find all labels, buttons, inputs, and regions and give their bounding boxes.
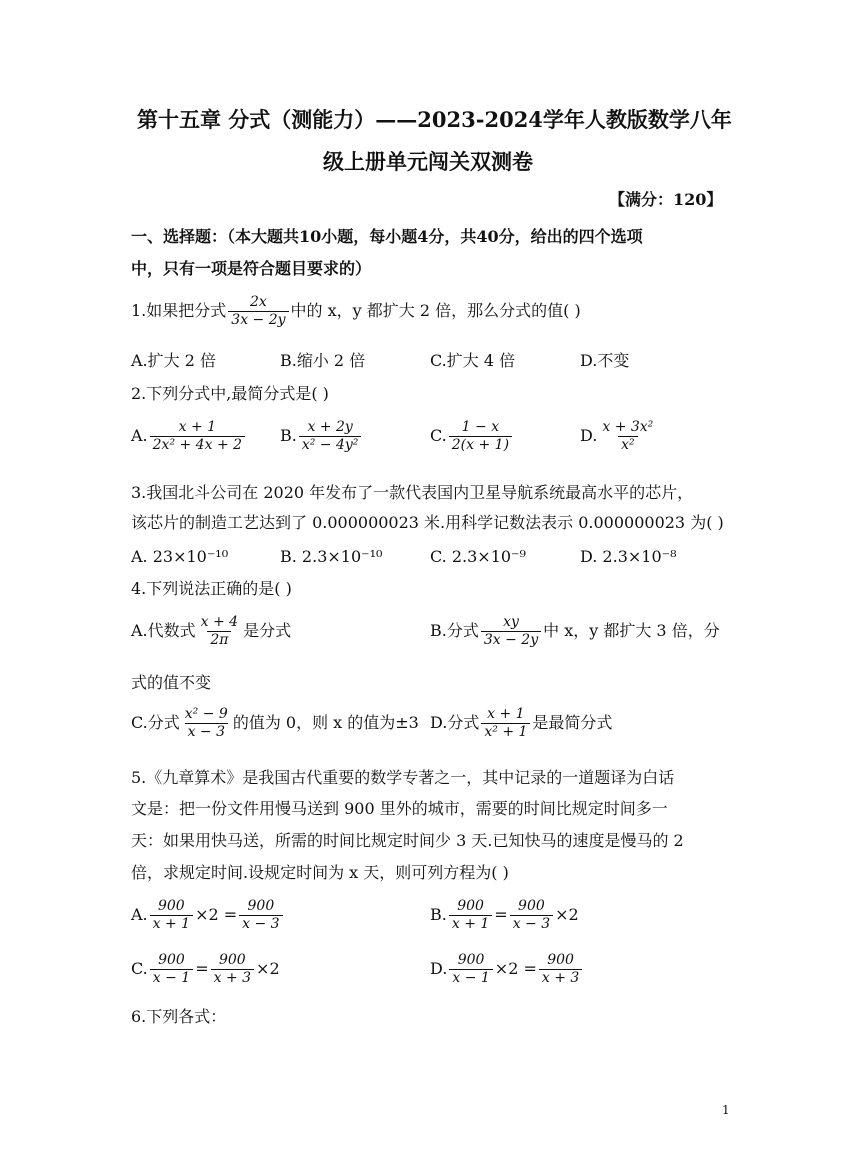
- section-heading: 一、选择题：（本大题共10小题，每小题4分，共40分，给出的四个选项: [131, 227, 643, 246]
- q4-option-d: D.分式 $\frac{x + 1}{\text{x² + 1}}$ 是最简分式: [430, 706, 613, 740]
- q2-option-b: B. $\frac{x + 2y}{\text{x² − 4y²}}$: [280, 419, 363, 454]
- q4-option-b-cont: 式的值不变: [131, 673, 212, 692]
- q4-option-c: C.分式 $\frac{\text{x² − 9}}{x - 3}$ 的值为 0，则 x 的值为±3: [131, 706, 419, 740]
- question-3-line2: 该芯片的制造工艺达到了 0.000000023 米.用科学记数法表示 0.000000023 为( ): [131, 513, 724, 532]
- fraction: $\frac{x + 1}{\text{2x² + 4x + 2}}$: [150, 419, 245, 454]
- q3-option-a: A. 23×10⁻¹⁰: [131, 547, 229, 566]
- question-5-line3: 天：如果用快马送，所需的时间比规定时间少 3 天.已知快马的速度是慢马的 2: [131, 831, 684, 850]
- fraction: $\frac{2x}{3x - 2y}$: [228, 294, 288, 329]
- fraction: $\frac{\text{x² − 9}}{x - 3}$: [184, 706, 228, 740]
- q3-option-d: D. 2.3×10⁻⁸: [580, 547, 677, 566]
- question-5-line4: 倍，求规定时间.设规定时间为 x 天，则可列方程为( ): [131, 863, 509, 882]
- section-heading-cont: 中，只有一项是符合题目要求的）: [131, 259, 372, 278]
- q5-option-b: B. $\frac{900}{x + 1}$ = $\frac{900}{x - 3}$ ×2: [430, 898, 579, 932]
- document-title-line1: 第十五章 分式（测能力）——2023-2024学年人教版数学八年: [137, 107, 732, 132]
- q5-option-a: A. $\frac{900}{x + 1}$ ×2 = $\frac{900}{x - 3}$: [131, 898, 285, 933]
- fraction: $\frac{900}{x + 1}$: [150, 898, 193, 933]
- q1-option-b: B.缩小 2 倍: [280, 351, 366, 370]
- q3-option-b: B. 2.3×10⁻¹⁰: [280, 547, 383, 566]
- fraction: $\frac{1 - x}{2(x + 1)}$: [449, 419, 512, 454]
- document-title-line2: 级上册单元闯关双测卷: [323, 149, 533, 174]
- question-2-stem: 2.下列分式中,最简分式是( ): [131, 384, 329, 403]
- fraction: $\frac{900}{x - 1}$: [449, 952, 492, 987]
- q2-option-d: D. $\frac{\text{x + 3x²}}{\text{x²}}$: [580, 419, 658, 454]
- q3-option-c: C. 2.3×10⁻⁹: [430, 547, 526, 566]
- question-5-line2: 文是：把一份文件用慢马送到 900 里外的城市，需要的时间比规定时间多一: [131, 799, 668, 818]
- fraction: $\frac{900}{x - 1}$: [150, 952, 193, 987]
- q5-option-c: C. $\frac{900}{x - 1}$ = $\frac{900}{x + 3}$ ×2: [131, 952, 280, 986]
- question-3-line1: 3.我国北斗公司在 2020 年发布了一款代表国内卫星导航系统最高水平的芯片，: [131, 483, 694, 502]
- q1-option-d: D.不变: [580, 351, 630, 370]
- question-6-stem: 6.下列各式：: [131, 1007, 227, 1026]
- fraction: $\frac{xy}{3x - 2y}$: [481, 614, 541, 649]
- fraction: $\frac{x + 1}{\text{x² + 1}}$: [481, 706, 530, 741]
- fraction: $\frac{\text{x + 3x²}}{\text{x²}}$: [602, 419, 654, 453]
- q1-option-a: A.扩大 2 倍: [131, 351, 216, 370]
- fraction: $\frac{900}{x - 3}$: [510, 898, 553, 933]
- question-4-stem: 4.下列说法正确的是( ): [131, 579, 292, 598]
- full-score: 【满分：120】: [609, 190, 723, 209]
- question-1-stem: 1.如果把分式 $\frac{2x}{3x - 2y}$ 中的 x，y 都扩大 2 倍，那么分式的值( ): [131, 294, 581, 328]
- fraction: $\frac{900}{x + 3}$: [539, 952, 582, 987]
- fraction: $\frac{x + 2y}{\text{x² − 4y²}}$: [299, 419, 362, 454]
- q4-option-a: A.代数式 $\frac{x + 4}{2\pi}$ 是分式: [131, 614, 292, 648]
- fraction: $\frac{900}{x + 1}$: [449, 898, 492, 933]
- question-5-line1: 5.《九章算术》是我国古代重要的数学专著之一，其中记录的一道题译为白话: [131, 768, 675, 787]
- page-number: 1: [722, 1103, 730, 1117]
- fraction: $\frac{900}{x + 3}$: [211, 952, 254, 987]
- q1-option-c: C.扩大 4 倍: [430, 351, 516, 370]
- q4-option-b: B.分式 $\frac{xy}{3x - 2y}$ 中 x，y 都扩大 3 倍，分: [430, 614, 720, 648]
- q5-option-d: D. $\frac{900}{x - 1}$ ×2 = $\frac{900}{x + 3}$: [430, 952, 584, 987]
- q2-option-a: A. $\frac{x + 1}{\text{2x² + 4x + 2}}$: [131, 419, 247, 454]
- q2-option-c: C. $\frac{1 - x}{2(x + 1)}$: [430, 419, 514, 454]
- fraction: $\frac{x + 4}{2\pi}$: [200, 614, 239, 648]
- fraction: $\frac{900}{x - 3}$: [239, 898, 282, 933]
